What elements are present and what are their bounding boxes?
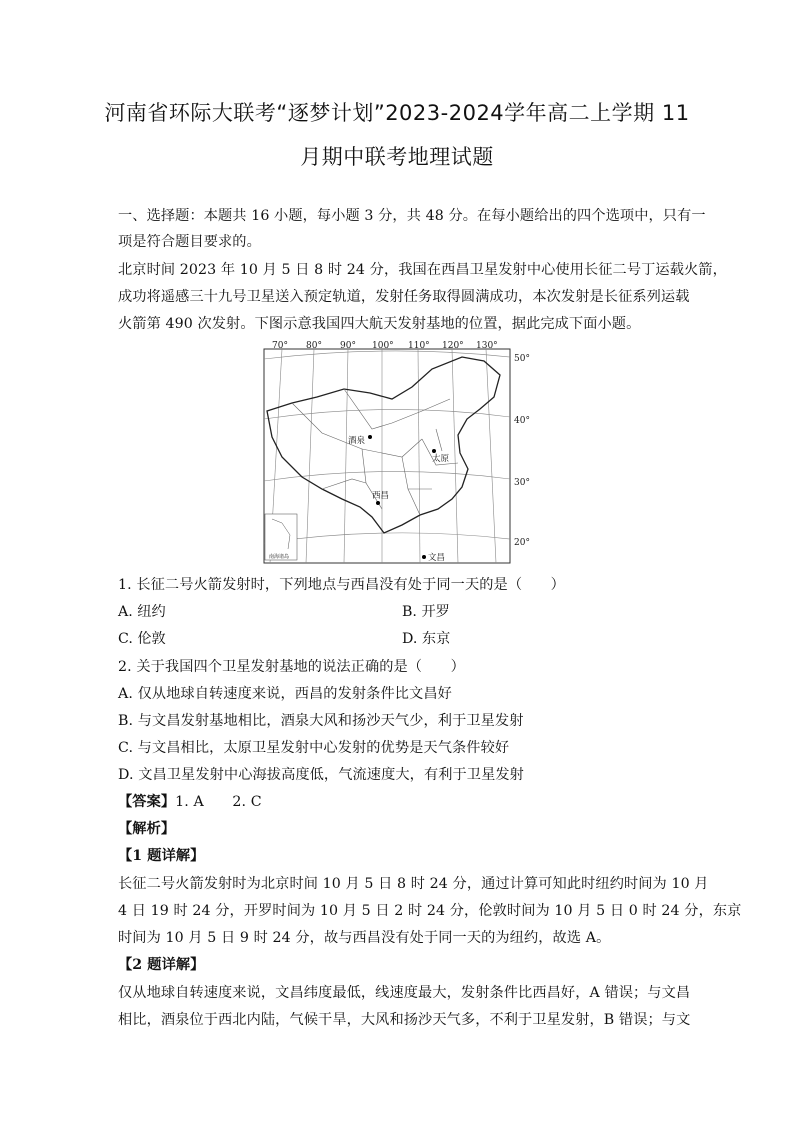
section-instruction-line-2: 项是符合题目要求的。 (118, 234, 261, 250)
stem-line-1: 北京时间 2023 年 10 月 5 日 8 时 24 分，我国在西昌卫星发射中心使用长征二号丁运载火箭， (118, 262, 727, 278)
document-title-line-2: 月期中联考地理试题 (300, 145, 494, 169)
lon-label: 80° (306, 341, 322, 351)
lon-label: 70° (272, 341, 288, 351)
lon-label: 130° (476, 341, 498, 351)
wenchang-marker (422, 555, 426, 559)
q1-stem: 1. 长征二号火箭发射时，下列地点与西昌没有处于同一天的是（ ） (118, 577, 565, 593)
lat-label: 40° (514, 416, 530, 426)
lon-label: 90° (340, 341, 356, 351)
q1-analysis-line-3: 时间为 10 月 5 日 9 时 24 分，故与西昌没有处于同一天的为纽约，故选 A。 (118, 930, 611, 946)
q1-option-d: D. 东京 (402, 631, 451, 647)
xichang-label: 西昌 (372, 491, 390, 501)
lat-label: 50° (514, 354, 530, 364)
section-instruction-line-1: 一、选择题：本题共 16 小题，每小题 3 分，共 48 分。在每小题给出的四个选项中，只有一 (118, 208, 706, 224)
analysis-label: 【解析】 (118, 821, 176, 837)
stem-line-2: 成功将遥感三十九号卫星送入预定轨道，发射任务取得圆满成功，本次发射是长征系列运载 (118, 289, 690, 305)
lon-label: 110° (408, 341, 430, 351)
q2-analysis-label: 【2 题详解】 (118, 957, 205, 973)
q2-option-a: A. 仅从地球自转速度来说，西昌的发射条件比文昌好 (118, 686, 452, 702)
q2-option-c: C. 与文昌相比，太原卫星发射中心发射的优势是天气条件较好 (118, 740, 510, 756)
taiyuan-marker (432, 449, 436, 453)
document-title-line-1: 河南省环际大联考“逐梦计划”2023-2024学年高二上学期 11 (104, 101, 690, 125)
q1-analysis-label: 【1 题详解】 (118, 848, 205, 864)
answer-label: 【答案】 (118, 794, 176, 810)
lat-label: 20° (514, 538, 530, 548)
jiuquan-label: 酒泉 (348, 436, 366, 446)
map-figure (262, 339, 538, 565)
q2-analysis-line-2: 相比，酒泉位于西北内陆，气候干旱，大风和扬沙天气多，不利于卫星发射，B 错误；与文 (118, 1012, 691, 1028)
jiuquan-marker (368, 435, 372, 439)
wenchang-label: 文昌 (428, 553, 446, 563)
taiyuan-label: 太原 (432, 454, 450, 464)
answer-row (118, 791, 678, 811)
xichang-marker (376, 501, 380, 505)
q2-analysis-line-1: 仅从地球自转速度来说，文昌纬度最低，线速度最大，发射条件比西昌好，A 错误；与文昌 (118, 985, 691, 1001)
stem-line-3: 火箭第 490 次发射。下图示意我国四大航天发射基地的位置，据此完成下面小题。 (118, 316, 641, 332)
q1-option-a: A. 纽约 (118, 604, 166, 620)
latitude-labels (514, 354, 530, 548)
q1-analysis-line-2: 4 日 19 时 24 分，开罗时间为 10 月 5 日 2 时 24 分，伦敦时间为 10 月 5 日 0 时 24 分，东京 (118, 903, 742, 919)
q2-option-d: D. 文昌卫星发射中心海拔高度低，气流速度大，有利于卫星发射 (118, 767, 524, 783)
q1-analysis-line-1: 长征二号火箭发射时为北京时间 10 月 5 日 8 时 24 分，通过计算可知此时纽约时间为 10 月 (118, 876, 709, 892)
lon-label: 100° (372, 341, 394, 351)
q1-option-b: B. 开罗 (402, 604, 450, 620)
lat-label: 30° (514, 478, 530, 488)
lon-label: 120° (442, 341, 464, 351)
map-frame (264, 349, 510, 563)
china-launch-sites-map (262, 339, 538, 565)
q2-option-b: B. 与文昌发射基地相比，酒泉大风和扬沙天气少，利于卫星发射 (118, 713, 524, 729)
inset-label: 南海诸岛 (269, 554, 290, 560)
answer-text: 1. A 2. C (175, 794, 262, 810)
q1-option-c: C. 伦敦 (118, 631, 166, 647)
q2-stem: 2. 关于我国四个卫星发射基地的说法正确的是（ ） (118, 659, 465, 675)
